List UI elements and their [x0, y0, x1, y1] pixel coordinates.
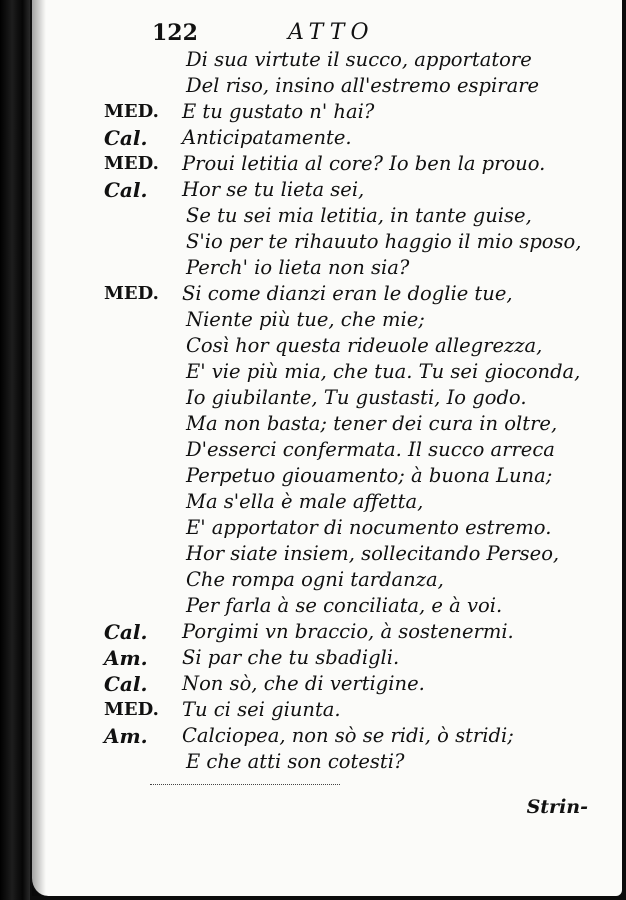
speaker-label: Cal.	[104, 620, 148, 644]
verse-line	[32, 645, 622, 671]
line-text: Si come dianzi eran le doglie tue,	[182, 282, 513, 305]
line-text: Così hor questa rideuole allegrezza,	[186, 334, 543, 357]
verse-line	[32, 463, 622, 489]
verse-line	[32, 385, 622, 411]
verse-line	[32, 47, 622, 73]
verse-line	[32, 671, 622, 697]
line-text: Perch' io lieta non sia?	[186, 256, 410, 279]
verse-line	[32, 489, 622, 515]
book-page	[30, 0, 622, 896]
line-text: E tu gustato n' hai?	[182, 100, 375, 123]
verse-line	[32, 515, 622, 541]
line-text: Per farla à se conciliata, e à voi.	[186, 594, 503, 617]
line-text: Di sua virtute il succo, apportatore	[186, 48, 532, 71]
line-text: E' apportator di nocumento estremo.	[186, 516, 552, 539]
verse-line	[32, 99, 622, 125]
line-text: Che rompa ogni tardanza,	[186, 568, 444, 591]
verse-line	[32, 73, 622, 99]
line-text: Proui letitia al core? Io ben la prouo.	[182, 152, 546, 175]
verse-line	[32, 593, 622, 619]
catchword: Strin-	[526, 796, 588, 818]
play-text	[32, 47, 622, 775]
line-text: E' vie più mia, che tua. Tu sei gioconda,	[186, 360, 581, 383]
verse-line	[32, 723, 622, 749]
speaker-label: MED.	[104, 699, 159, 720]
speaker-label: Am.	[104, 646, 148, 670]
verse-line	[32, 307, 622, 333]
speaker-label: MED.	[104, 283, 159, 304]
verse-line	[32, 749, 622, 775]
verse-line	[32, 125, 622, 151]
verse-line	[32, 255, 622, 281]
verse-line	[32, 437, 622, 463]
line-text: Ma s'ella è male affetta,	[186, 490, 424, 513]
line-text: Se tu sei mia letitia, in tante guise,	[186, 204, 532, 227]
line-text: Hor se tu lieta sei,	[182, 178, 365, 201]
line-text: Io giubilante, Tu gustasti, Io godo.	[186, 386, 527, 409]
speaker-label: MED.	[104, 153, 159, 174]
line-text: Niente più tue, che mie;	[186, 308, 425, 331]
underline-rule	[150, 784, 340, 787]
speaker-label: Cal.	[104, 126, 148, 150]
speaker-label: MED.	[104, 101, 159, 122]
verse-line	[32, 359, 622, 385]
running-head	[32, 20, 622, 50]
line-text: Ma non basta; tener dei cura in oltre,	[186, 412, 558, 435]
verse-line	[32, 229, 622, 255]
act-title: ATTO	[288, 20, 375, 45]
speaker-label: Cal.	[104, 178, 148, 202]
line-text: Hor siate insiem, sollecitando Perseo,	[186, 542, 560, 565]
speaker-label: Cal.	[104, 672, 148, 696]
verse-line	[32, 333, 622, 359]
verse-line	[32, 567, 622, 593]
line-text: Del riso, insino all'estremo espirare	[186, 74, 540, 97]
line-text: E che atti son cotesti?	[186, 750, 405, 773]
line-text: S'io per te rihauuto haggio il mio sposo,	[186, 230, 582, 253]
line-text: Anticipatamente.	[182, 126, 352, 149]
verse-line	[32, 203, 622, 229]
speaker-label: Am.	[104, 724, 148, 748]
line-text: Porgimi vn braccio, à sostenermi.	[182, 620, 514, 643]
line-text: Calciopea, non sò se ridi, ò stridi;	[182, 724, 514, 747]
line-text: Tu ci sei giunta.	[182, 698, 341, 721]
verse-line	[32, 177, 622, 203]
verse-line	[32, 619, 622, 645]
page-number: 122	[152, 20, 198, 46]
verse-line	[32, 411, 622, 437]
book-spine	[0, 0, 30, 900]
verse-line	[32, 281, 622, 307]
verse-line	[32, 151, 622, 177]
line-text: D'esserci confermata. Il succo arreca	[186, 438, 555, 461]
line-text: Perpetuo giouamento; à buona Luna;	[186, 464, 553, 487]
line-text: Si par che tu sbadigli.	[182, 646, 400, 669]
verse-line	[32, 541, 622, 567]
verse-line	[32, 697, 622, 723]
line-text: Non sò, che di vertigine.	[182, 672, 425, 695]
